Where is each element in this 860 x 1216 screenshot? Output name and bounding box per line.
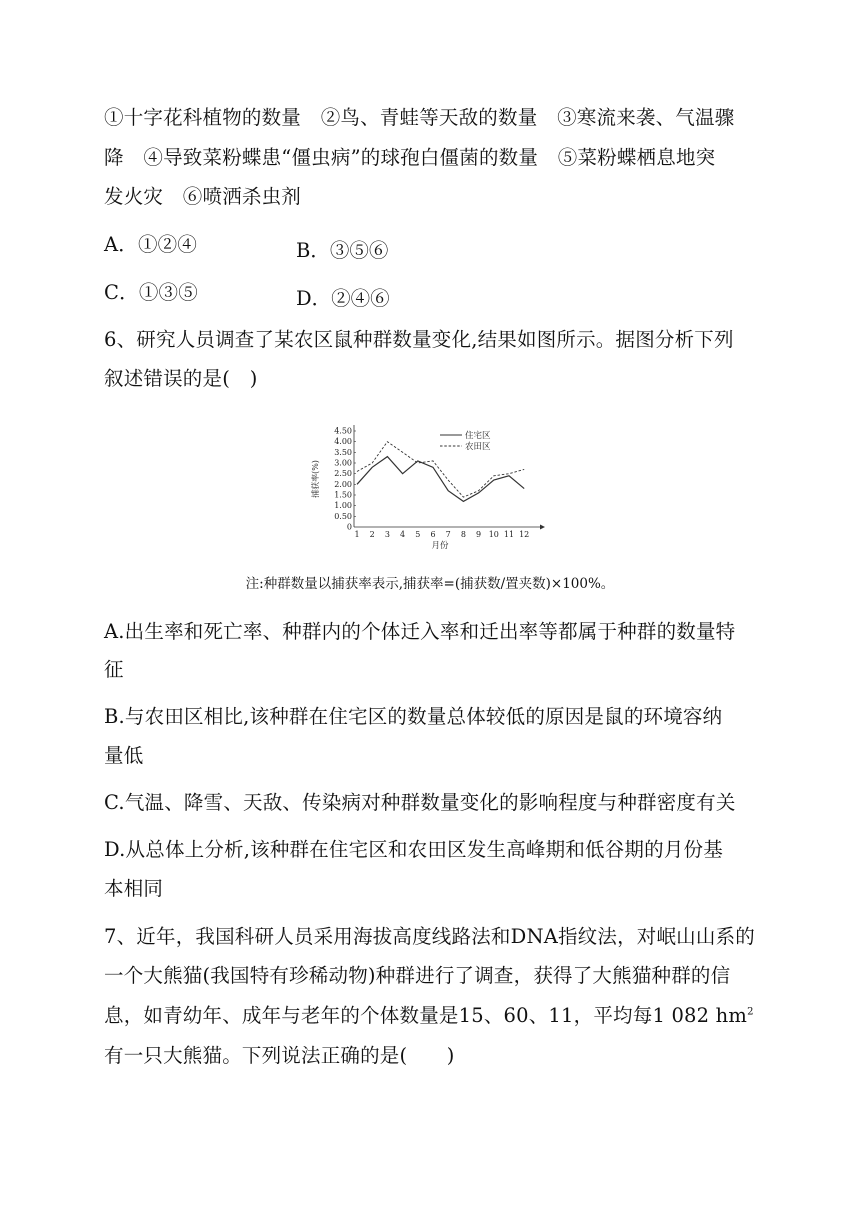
y-tick-label: 1.50 [334,490,352,500]
q7-area-unit-exponent: 2 [747,1006,754,1018]
x-tick-label: 10 [488,530,499,539]
q7-line-4: 有一只大熊猫。下列说法正确的是( ) [104,1044,455,1067]
q6-option-d-line-2: 本相同 [104,877,164,900]
q5-items-line-1: ①十字花科植物的数量 ②鸟、青蛙等天敌的数量 ③寒流来袭、气温骤 [104,106,735,129]
q7-line-3 [104,1006,754,1026]
x-tick-label: 11 [503,530,515,539]
y-tick-label: 2.00 [334,479,352,489]
q5-option-d: D．②④⑥ [296,287,390,310]
x-tick-label: 9 [476,530,482,539]
y-tick-label: 3.00 [334,458,352,468]
x-tick-label: 8 [460,530,466,539]
q6-option-a-line-2: 征 [104,658,124,681]
x-tick-label: 3 [384,530,390,539]
x-tick-label: 1 [354,530,360,539]
legend-label: 农田区 [465,442,491,452]
q5-items-line-3: 发火灾 ⑥喷洒杀虫剂 [104,185,302,208]
chart-legend [440,430,491,452]
q5-option-c: C．①③⑤ [104,281,198,304]
q5-option-a: A．①②④ [104,233,198,256]
capture-rate-chart [300,416,560,556]
q6-option-b-line-1: B.与农田区相比,该种群在住宅区的数量总体较低的原因是鼠的环境容纳 [104,705,723,728]
q7-line-1: 7、近年，我国科研人员采用海拔高度线路法和DNA指纹法，对岷山山系的 [104,925,755,948]
q7-line-3-text: 息，如青幼年、成年与老年的个体数量是15、60、11，平均每1 082 hm [104,1004,748,1027]
y-tick-label: 1.00 [334,501,352,511]
y-tick-label: 0.50 [334,511,352,521]
chart-series [357,442,524,502]
x-tick-label: 6 [430,530,436,539]
y-tick-label: 2.50 [334,469,352,479]
q6-stem-line-1: 6、研究人员调查了某农区鼠种群数量变化,结果如图所示。据图分析下列 [104,328,734,351]
q6-option-c: C.气温、降雪、天敌、传染病对种群数量变化的影响程度与种群密度有关 [104,791,736,814]
x-axis-arrow [540,525,545,530]
chart-x-ticks [354,530,529,539]
x-tick-label: 12 [519,530,530,539]
x-axis-label: 月份 [431,541,449,551]
y-tick-label: 4.50 [334,426,352,436]
q6-option-b-line-2: 量低 [104,744,144,767]
y-tick-label: 0 [346,522,352,532]
q5-option-b: B．③⑤⑥ [296,239,389,262]
x-tick-label: 5 [415,530,421,539]
y-tick-label: 4.00 [334,437,352,447]
q6-chart-note: 注:种群数量以捕获率表示,捕获率=(捕获数/置夹数)×100%。 [245,576,615,592]
x-tick-label: 4 [400,530,406,539]
q6-option-d-line-1: D.从总体上分析,该种群在住宅区和农田区发生高峰期和低谷期的月份基 [104,838,723,861]
series-line-residential [357,457,524,502]
y-tick-label: 3.50 [334,447,352,457]
x-tick-label: 2 [369,530,375,539]
q6-stem-line-2: 叙述错误的是( ) [104,367,258,390]
x-tick-label: 7 [445,530,451,539]
series-line-farmland [357,442,524,497]
y-axis-label: 捕获率(%) [311,460,320,498]
q6-option-a-line-1: A.出生率和死亡率、种群内的个体迁入率和迁出率等都属于种群的数量特 [104,620,736,643]
q7-line-2: 一个大熊猫(我国特有珍稀动物)种群进行了调查，获得了大熊猫种群的信 [104,964,731,987]
q5-items-line-2: 降 ④导致菜粉蝶患“僵虫病”的球孢白僵菌的数量 ⑤菜粉蝶栖息地突 [104,146,716,169]
chart-y-ticks [334,427,356,532]
legend-label: 住宅区 [465,431,491,441]
